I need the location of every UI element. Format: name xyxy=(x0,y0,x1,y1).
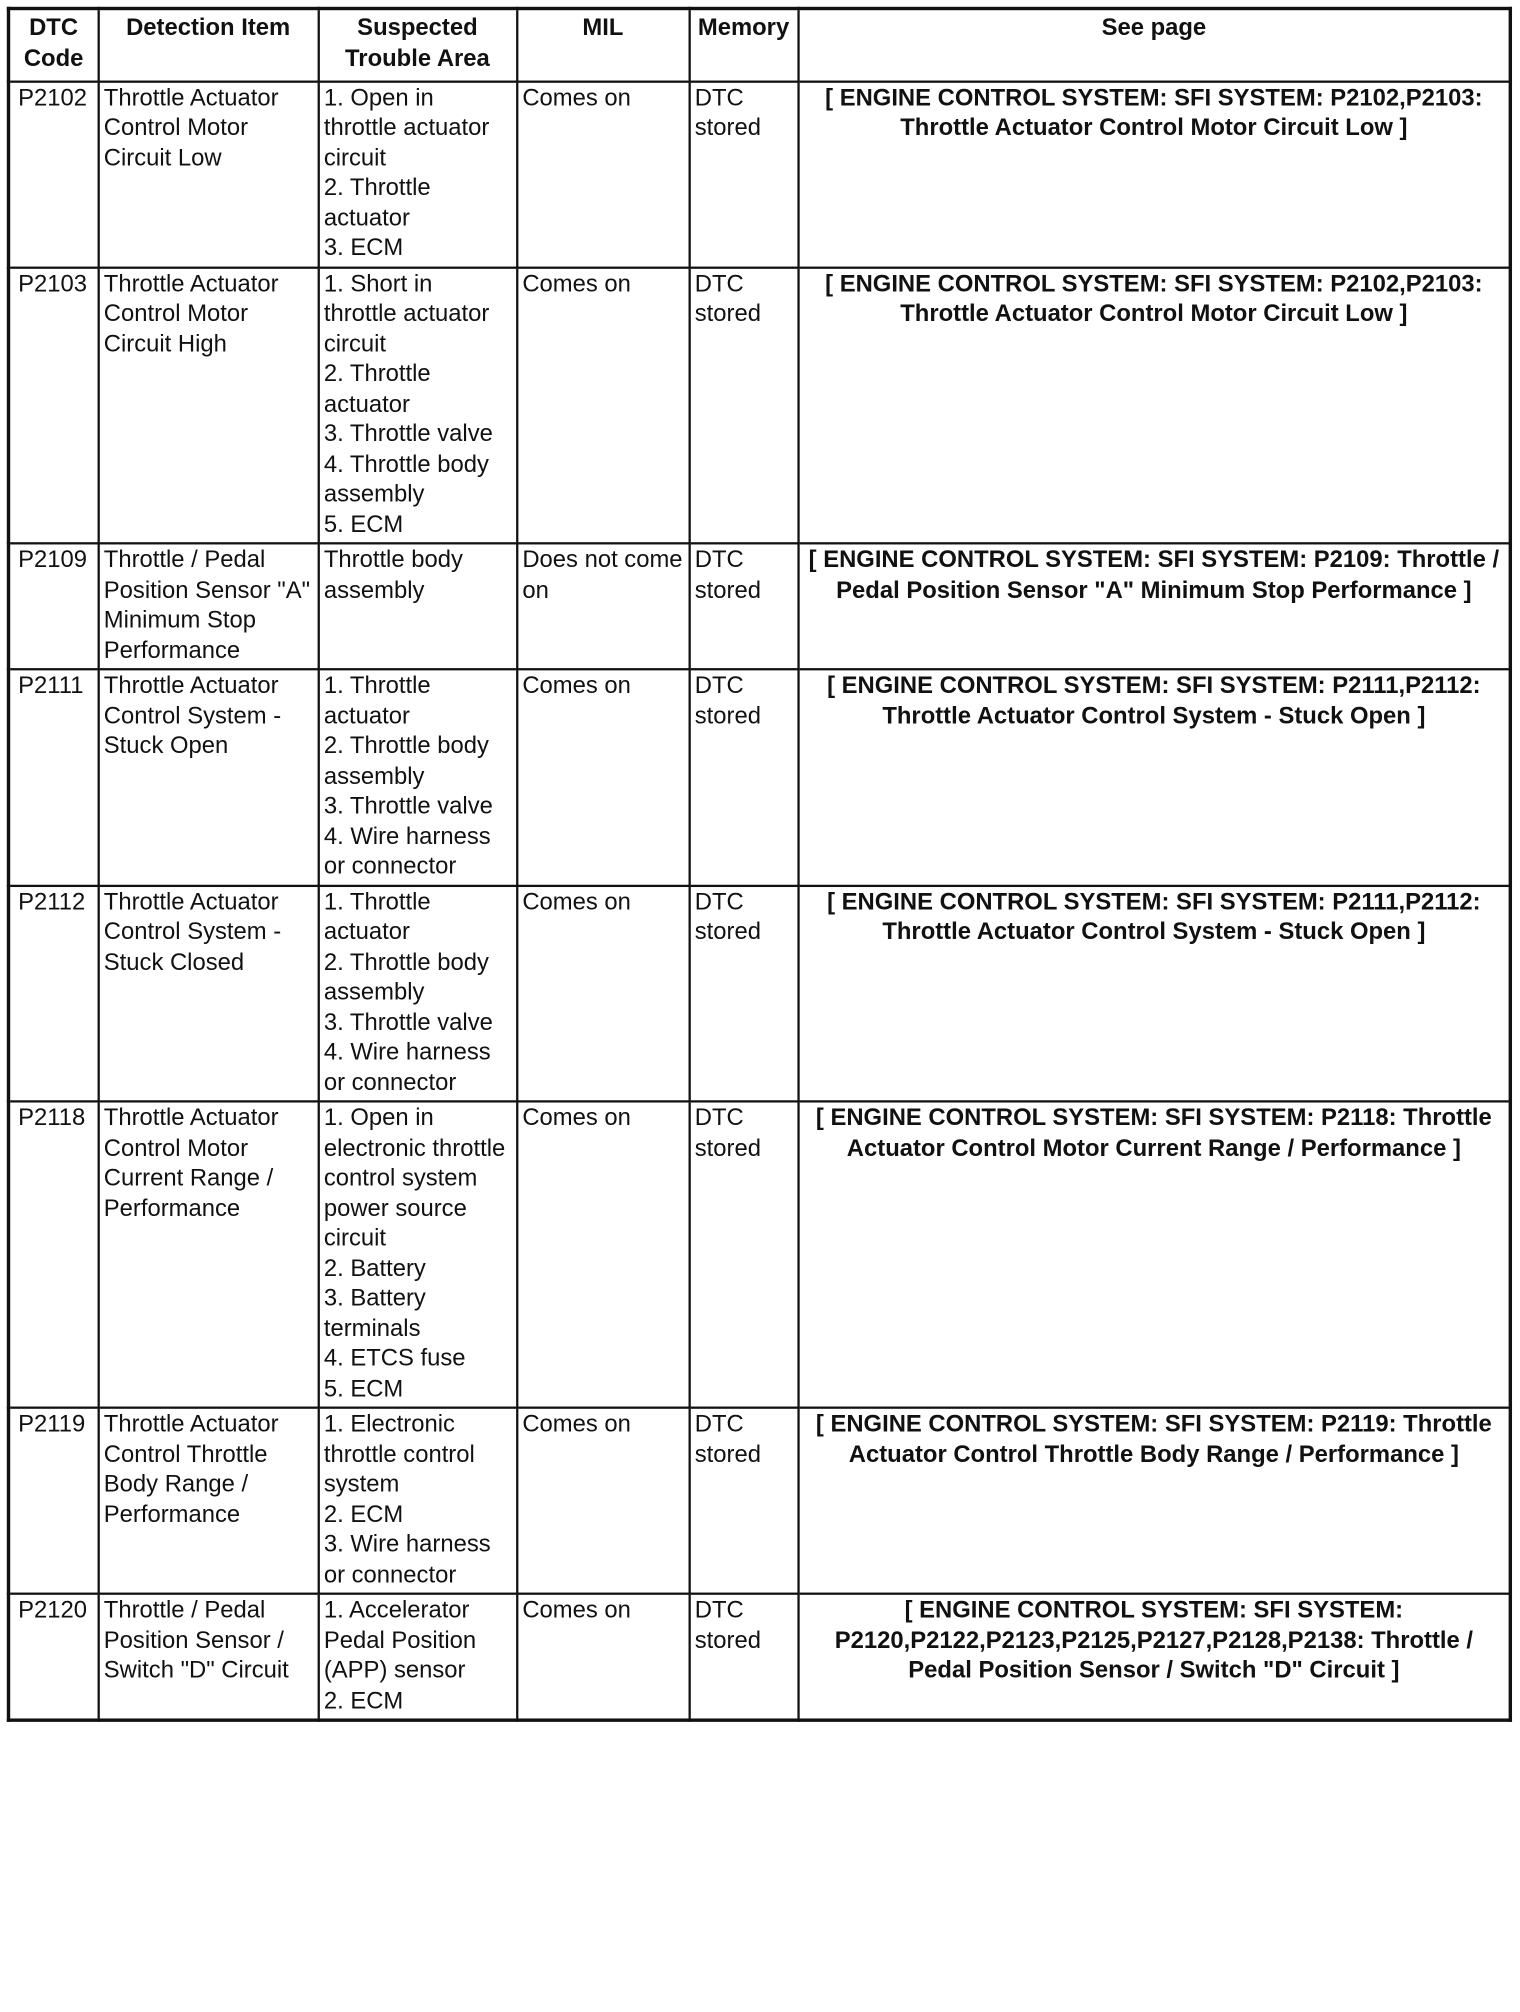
table-row xyxy=(9,81,1511,267)
trouble-area-item: 1. Throttle actuator xyxy=(323,888,431,945)
trouble-area-item: Throttle body assembly xyxy=(323,546,463,603)
detection-item-cell: Throttle Actuator Control Motor Current Range / Performance xyxy=(98,1101,318,1407)
detection-item-cell: Throttle Actuator Control System - Stuck Closed xyxy=(98,885,318,1101)
see-page-link[interactable]: [ ENGINE CONTROL SYSTEM: SFI SYSTEM: P2102,P2103: Throttle Actuator Control Motor Circuit Low ] xyxy=(798,81,1510,267)
trouble-area-item: 5. ECM xyxy=(323,511,404,538)
detection-item-cell: Throttle / Pedal Position Sensor "A" Minimum Stop Performance xyxy=(98,543,318,669)
dtc-code-cell: P2120 xyxy=(9,1594,99,1720)
mil-cell: Comes on xyxy=(517,267,689,543)
detection-item-cell: Throttle Actuator Control Throttle Body Range / Performance xyxy=(98,1408,318,1594)
trouble-area-item: 4. ETCS fuse xyxy=(323,1345,466,1372)
header-suspected-trouble-area: Suspected Trouble Area xyxy=(318,9,517,82)
see-page-link[interactable]: [ ENGINE CONTROL SYSTEM: SFI SYSTEM: P2119: Throttle Actuator Control Throttle Body Range / Performance ] xyxy=(798,1408,1510,1594)
table-row xyxy=(9,1101,1511,1407)
table-row xyxy=(9,267,1511,543)
trouble-area-item: 3. Battery terminals xyxy=(323,1285,426,1342)
see-page-link[interactable]: [ ENGINE CONTROL SYSTEM: SFI SYSTEM: P2118: Throttle Actuator Control Motor Current Range / Performance ] xyxy=(798,1101,1510,1407)
trouble-area-item: 1. Open in electronic throttle control system power source circuit xyxy=(323,1104,506,1252)
memory-cell: DTC stored xyxy=(689,543,798,669)
table-body xyxy=(9,81,1511,1720)
trouble-area-item: 1. Short in throttle actuator circuit xyxy=(323,270,490,357)
mil-cell: Does not come on xyxy=(517,543,689,669)
table-row xyxy=(9,1408,1511,1594)
dtc-code-cell: P2111 xyxy=(9,669,99,885)
suspected-trouble-area-cell xyxy=(318,267,517,543)
mil-cell: Comes on xyxy=(517,1408,689,1594)
table-row xyxy=(9,543,1511,669)
trouble-area-item: 2. Throttle actuator xyxy=(323,360,431,417)
table-header xyxy=(9,9,1511,82)
header-dtc-code: DTC Code xyxy=(9,9,99,82)
table-row xyxy=(9,669,1511,885)
trouble-area-item: 2. ECM xyxy=(323,1501,404,1528)
trouble-area-item: 3. Throttle valve xyxy=(323,420,493,447)
header-memory: Memory xyxy=(689,9,798,82)
memory-cell: DTC stored xyxy=(689,669,798,885)
dtc-code-cell: P2119 xyxy=(9,1408,99,1594)
trouble-area-item: 3. Wire harness or connector xyxy=(323,1531,491,1588)
memory-cell: DTC stored xyxy=(689,1594,798,1720)
memory-cell: DTC stored xyxy=(689,267,798,543)
trouble-area-item: 3. ECM xyxy=(323,234,404,261)
see-page-link[interactable]: [ ENGINE CONTROL SYSTEM: SFI SYSTEM: P2111,P2112: Throttle Actuator Control System - Stuck Open ] xyxy=(798,669,1510,885)
trouble-area-item: 4. Wire harness or connector xyxy=(323,1039,491,1096)
header-see-page: See page xyxy=(798,9,1510,82)
mil-cell: Comes on xyxy=(517,1594,689,1720)
trouble-area-item: 1. Open in throttle actuator circuit xyxy=(323,84,490,171)
memory-cell: DTC stored xyxy=(689,885,798,1101)
dtc-code-cell: P2102 xyxy=(9,81,99,267)
dtc-code-cell: P2118 xyxy=(9,1101,99,1407)
trouble-area-item: 1. Throttle actuator xyxy=(323,672,431,729)
see-page-link[interactable]: [ ENGINE CONTROL SYSTEM: SFI SYSTEM: P2109: Throttle / Pedal Position Sensor "A" Minimum Stop Performance ] xyxy=(798,543,1510,669)
see-page-link[interactable]: [ ENGINE CONTROL SYSTEM: SFI SYSTEM: P2111,P2112: Throttle Actuator Control System - Stuck Open ] xyxy=(798,885,1510,1101)
suspected-trouble-area-cell xyxy=(318,1408,517,1594)
suspected-trouble-area-cell xyxy=(318,669,517,885)
memory-cell: DTC stored xyxy=(689,1408,798,1594)
trouble-area-item: 2. Throttle body assembly xyxy=(323,948,489,1005)
dtc-code-cell: P2112 xyxy=(9,885,99,1101)
see-page-link[interactable]: [ ENGINE CONTROL SYSTEM: SFI SYSTEM: P2120,P2122,P2123,P2125,P2127,P2128,P2138: Throttle / Pedal Position Sensor / Switch "D" Circuit ] xyxy=(798,1594,1510,1720)
header-mil: MIL xyxy=(517,9,689,82)
dtc-code-cell: P2109 xyxy=(9,543,99,669)
memory-cell: DTC stored xyxy=(689,81,798,267)
suspected-trouble-area-cell xyxy=(318,1594,517,1720)
trouble-area-item: 5. ECM xyxy=(323,1375,404,1402)
trouble-area-item: 4. Throttle body assembly xyxy=(323,450,489,508)
trouble-area-item: 1. Electronic throttle control system xyxy=(323,1411,475,1498)
trouble-area-item: 4. Wire harness or connector xyxy=(323,822,491,880)
mil-cell: Comes on xyxy=(517,669,689,885)
trouble-area-item: 3. Throttle valve xyxy=(323,1008,493,1036)
detection-item-cell: Throttle Actuator Control System - Stuck Open xyxy=(98,669,318,885)
dtc-table xyxy=(7,7,1512,1722)
suspected-trouble-area-cell xyxy=(318,885,517,1101)
table-row xyxy=(9,1594,1511,1720)
trouble-area-item: 3. Throttle valve xyxy=(323,792,493,819)
detection-item-cell: Throttle Actuator Control Motor Circuit High xyxy=(98,267,318,543)
table-row xyxy=(9,885,1511,1101)
mil-cell: Comes on xyxy=(517,81,689,267)
mil-cell: Comes on xyxy=(517,885,689,1101)
dtc-code-cell: P2103 xyxy=(9,267,99,543)
suspected-trouble-area-cell xyxy=(318,543,517,669)
trouble-area-item: 2. Throttle body assembly xyxy=(323,732,489,789)
trouble-area-item: 2. ECM xyxy=(323,1687,404,1714)
mil-cell: Comes on xyxy=(517,1101,689,1407)
memory-cell: DTC stored xyxy=(689,1101,798,1407)
trouble-area-item: 2. Battery xyxy=(323,1255,426,1282)
suspected-trouble-area-cell xyxy=(318,1101,517,1407)
detection-item-cell: Throttle / Pedal Position Sensor / Switch "D" Circuit xyxy=(98,1594,318,1720)
trouble-area-item: 1. Accelerator Pedal Position (APP) sensor xyxy=(323,1597,477,1684)
see-page-link[interactable]: [ ENGINE CONTROL SYSTEM: SFI SYSTEM: P2102,P2103: Throttle Actuator Control Motor Circuit Low ] xyxy=(798,267,1510,543)
detection-item-cell: Throttle Actuator Control Motor Circuit Low xyxy=(98,81,318,267)
suspected-trouble-area-cell xyxy=(318,81,517,267)
header-detection-item: Detection Item xyxy=(98,9,318,82)
trouble-area-item: 2. Throttle actuator xyxy=(323,174,431,231)
